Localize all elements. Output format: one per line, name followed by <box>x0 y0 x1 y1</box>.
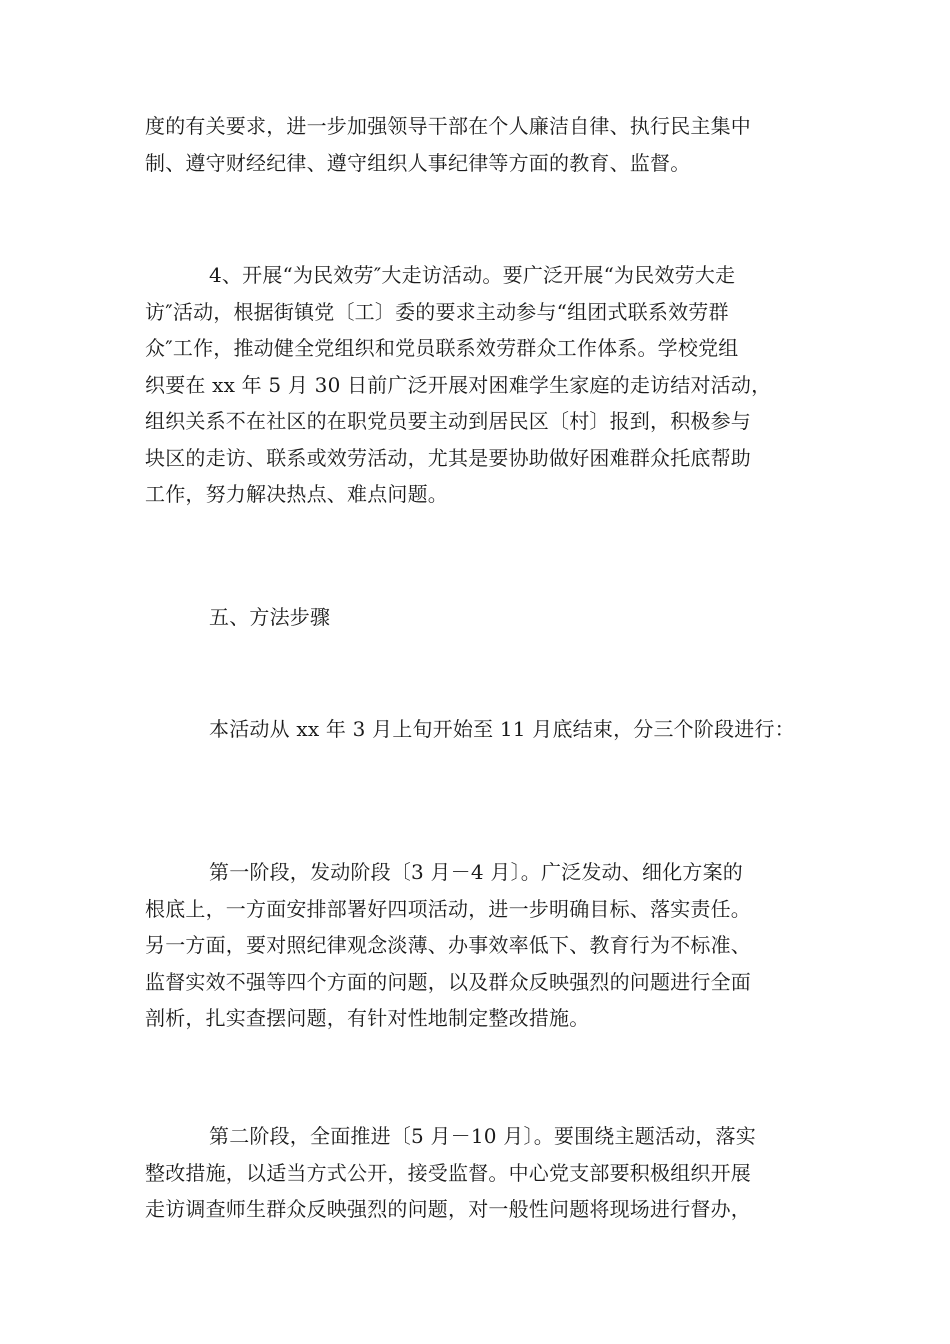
text-line: 本活动从 xx 年 3 月上旬开始至 11 月底结束，分三个阶段进行： <box>209 717 795 741</box>
paragraph-overview <box>145 711 805 748</box>
text-line: 另一方面，要对照纪律观念淡薄、办事效率低下、教育行为不标准、 <box>145 933 751 957</box>
section-heading: 五、方法步骤 <box>209 605 331 629</box>
text-line: 根底上，一方面安排部署好四项活动，进一步明确目标、落实责任。 <box>145 896 751 921</box>
text-line: 整改措施，以适当方式公开，接受监督。中心党支部要积极组织开展 <box>145 1160 751 1185</box>
paragraph-item-4 <box>145 257 805 513</box>
section-heading-method-steps <box>145 599 805 636</box>
paragraph-stage-1 <box>145 854 805 1037</box>
text-line: 织要在 xx 年 5 月 30 日前广泛开展对困难学生家庭的走访结对活动， <box>145 372 772 397</box>
paragraph-stage-2 <box>145 1118 805 1228</box>
text-line: 走访调查师生群众反映强烈的问题，对一般性问题将现场进行督办， <box>145 1197 751 1221</box>
text-line: 第一阶段，发动阶段〔3 月－4 月〕。广泛发动、细化方案的 <box>209 860 743 884</box>
text-line: 第二阶段，全面推进〔5 月－10 月〕。要围绕主题活动，落实 <box>209 1124 756 1148</box>
text-line: 块区的走访、联系或效劳活动，尤其是要协助做好困难群众托底帮助 <box>145 445 751 470</box>
text-line: 监督实效不强等四个方面的问题，以及群众反映强烈的问题进行全面 <box>145 969 751 994</box>
text-line: 4、开展“为民效劳″大走访活动。要广泛开展“为民效劳大走 <box>209 263 736 287</box>
text-line: 工作，努力解决热点、难点问题。 <box>145 482 448 506</box>
text-line: 剖析，扎实查摆问题，有针对性地制定整改措施。 <box>145 1006 590 1030</box>
text-line: 访″活动，根据街镇党〔工〕委的要求主动参与“组团式联系效劳群 <box>145 299 729 324</box>
text-line: 制、遵守财经纪律、遵守组织人事纪律等方面的教育、监督。 <box>145 150 691 175</box>
text-line: 组织关系不在社区的在职党员要主动到居民区〔村〕报到，积极参与 <box>145 409 751 433</box>
text-line: 度的有关要求，进一步加强领导干部在个人廉洁自律、执行民主集中 <box>145 114 751 138</box>
paragraph-continued-requirements <box>145 108 805 181</box>
text-line: 众″工作，推动健全党组织和党员联系效劳群众工作体系。学校党组 <box>145 336 739 360</box>
